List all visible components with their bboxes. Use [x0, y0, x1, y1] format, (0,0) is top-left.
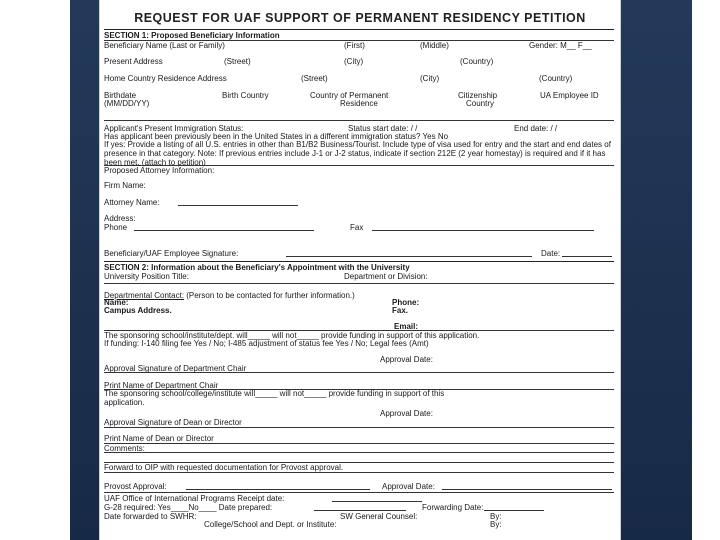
divider [104, 472, 614, 473]
home-address-label: Home Country Residence Address [104, 74, 227, 83]
divider [104, 427, 614, 428]
if-yes-instructions: If yes: Provide a listing of all U.S. entries in other than B1/B2 Business/Tourist. Include type of visa used for entry and the start and end dates of presence in that category. Note: If previous entries include J-1 or J-2 status, indicate if section 212E (2 year homestay) is required and if it has been met. (attach to petition) [104, 140, 611, 167]
divider [104, 283, 614, 284]
first-name-label: (First) [344, 41, 365, 50]
oip-receipt-blank[interactable] [332, 494, 422, 502]
divider [104, 443, 614, 444]
right-margin [692, 0, 720, 540]
divider [104, 452, 614, 453]
divider [104, 29, 614, 30]
document-page: REQUEST FOR UAF SUPPORT OF PERMANENT RESIDENCY PETITION SECTION 1: Proposed Beneficiary Information Beneficiary Name (Last or Family) (First) (Middle) Gender: M__ F__ Present Address (Street) (City) (Country) Home Country Residence Address (Street) (City) (Country) Birthdate Birth Country Country of Permanent Citizenship UA Employee ID (MM/DD/YY) Residence Country Applicant's Present Immigration Status: Status start date: / / End date: / / Has applicant been previously been in the United States in a different immigration status? Yes No If yes: Provide a listing of all U.S. entries in other than B1/B2 Business/Tourist. Include type of visa used for entry and the start and end dates of presence in that category. Note: If previous entries include J-1 or J-2 status, indicate if section 212E (2 year homestay) is required and if it has been met. (attach to petition) Proposed Attorney Information: Firm Name: Attorney Name: Address: Phone Fax Beneficiary/UAF Employee Signature: Date: SECTION 2: Information about the Beneficiary's Appointment with the University University Position Title: Department or Division: Departmental Contact: (Person to be contacted for further information.) Name: Phone: Campus Address. Fax. Email: The sponsoring school/institute/dept. will_____ will not_____ provide funding in support of this application. If funding: I-140 filing fee Yes / No; I-485 adjustment of status fee Yes / No; Legal fees (Amt) Approval Date: Approval Signature of Department Chair Print Name of Department Chair The sponsoring school/college/institute will_____ will not_____ provide funding in support of this application. Approval Date: Approval Signature of Dean or Director Print Name of Dean or Director Comments: Forward to OIP with requested documentation for Provost approval. Provost Approval: Approval Date: UAF Office of International Programs Receipt date: G-28 required: Yes____No____ Date prepared: Forwarding Date: Date forwarded to SWHR: SW General Counsel: By: College/School and Dept. or Institute: By: [100, 0, 620, 540]
attorney-name-blank[interactable] [178, 198, 298, 206]
beneficiary-name-label: Beneficiary Name (Last or Family) [104, 41, 225, 50]
divider [104, 261, 614, 262]
document-title: REQUEST FOR UAF SUPPORT OF PERMANENT RESIDENCY PETITION [134, 11, 586, 25]
present-address-label: Present Address [104, 57, 163, 66]
middle-name-label: (Middle) [420, 41, 449, 50]
phone-blank[interactable] [134, 223, 314, 231]
signature-blank[interactable] [286, 249, 532, 257]
approval-date3-blank[interactable] [442, 482, 612, 490]
sponsoring2-row: The sponsoring school/college/institute will_____ will not_____ provide funding in support of this application. [104, 389, 445, 407]
divider [104, 120, 614, 121]
divider [104, 492, 614, 493]
fax-blank[interactable] [372, 223, 594, 231]
divider [104, 372, 614, 373]
left-margin [0, 0, 70, 540]
forwarding-date-blank[interactable] [484, 503, 544, 511]
date-prepared-blank[interactable] [314, 503, 406, 511]
date-blank[interactable] [562, 249, 612, 257]
gender-field[interactable]: Gender: M__ F__ [529, 41, 592, 50]
provost-approval-blank[interactable] [186, 482, 370, 490]
